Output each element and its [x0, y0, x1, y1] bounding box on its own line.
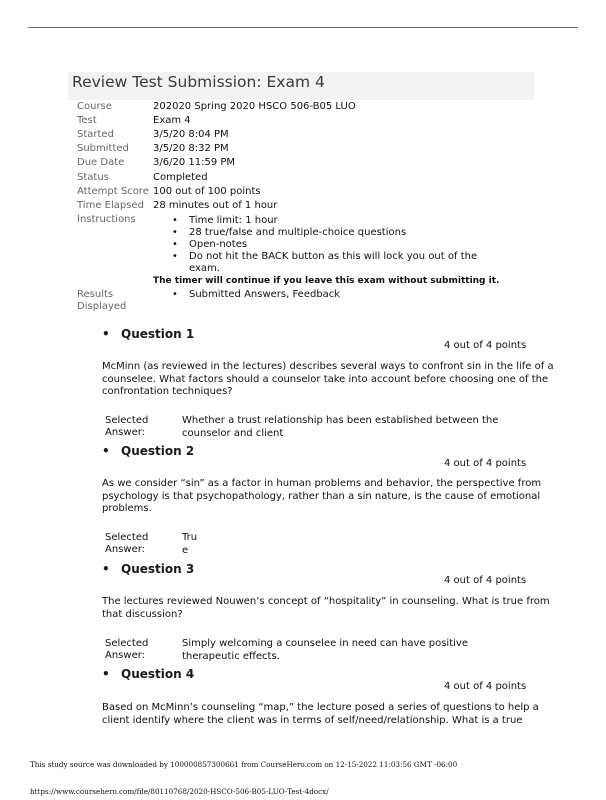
question-points: 4 out of 4 points [444, 575, 527, 586]
submitted-value: 3/5/20 8:32 PM [153, 143, 229, 154]
selected-label-line: Selected [105, 638, 149, 649]
instruction-text: Open-notes [189, 239, 248, 250]
due-date-label: Due Date [77, 157, 125, 168]
course-label: Course [77, 101, 112, 112]
question-title: Question 4 [121, 667, 195, 681]
selected-label-line: Selected [105, 415, 149, 426]
bullet-icon: • [172, 239, 178, 250]
selected-answer: Simply welcoming a counselee in need can have positive therapeutic effects. [182, 638, 468, 662]
time-elapsed-value: 28 minutes out of 1 hour [153, 200, 278, 211]
test-value: Exam 4 [153, 115, 191, 126]
question-title: Question 1 [121, 327, 195, 341]
question-text: Based on McMinn’s counseling “map,” the lecture posed a series of questions to help a client identify where the client was in terms of self/need/relationship. What is a true [102, 702, 539, 726]
selected-answer-line: e [182, 544, 189, 556]
question-title: Question 3 [121, 562, 195, 576]
title-bar [68, 72, 534, 100]
question-points: 4 out of 4 points [444, 340, 527, 351]
selected-answer-label [105, 638, 165, 662]
time-elapsed-label: Time Elapsed [77, 200, 144, 211]
selected-label-line: Answer: [105, 427, 146, 438]
selected-answer-label [105, 532, 165, 556]
results-label: Results [77, 289, 114, 300]
page-title: Review Test Submission: Exam 4 [72, 73, 325, 91]
instruction-text: Time limit: 1 hour [189, 215, 278, 226]
instructions-label: Instructions [77, 214, 136, 225]
bullet-icon: • [102, 327, 110, 341]
due-date-value: 3/6/20 11:59 PM [153, 157, 236, 168]
bullet-icon: • [102, 667, 110, 681]
instruction-text: Do not hit the BACK button as this will lock you out of the exam. [189, 251, 478, 274]
instruction-text: 28 true/false and multiple-choice questions [189, 227, 407, 238]
top-divider [28, 27, 578, 28]
bullet-icon: • [172, 215, 178, 226]
selected-label-line: Selected [105, 532, 149, 543]
bullet-icon: • [172, 251, 178, 262]
selected-label-line: Answer: [105, 544, 146, 555]
results-label-2: Displayed [77, 301, 127, 312]
question-text: The lectures reviewed Nouwen’s concept of “hospitality” in counseling. What is true from that discussion? [102, 596, 550, 620]
bullet-icon: • [102, 444, 110, 458]
bullet-icon: • [102, 562, 110, 576]
question-text: McMinn (as reviewed in the lectures) describes several ways to confront sin in the life of a counselee. What factors should a counselor take into account before choosing one of the confrontation techniques? [102, 361, 554, 397]
question-title: Question 2 [121, 444, 195, 458]
results-value: Submitted Answers, Feedback [189, 289, 341, 300]
course-value: 202020 Spring 2020 HSCO 506-B05 LUO [153, 101, 356, 112]
timer-note: The timer will continue if you leave this exam without submitting it. [153, 276, 500, 286]
selected-answer-line: Tru [182, 532, 198, 543]
attempt-score-value: 100 out of 100 points [153, 186, 261, 197]
started-label: Started [77, 129, 114, 140]
status-label: Status [77, 172, 109, 183]
status-value: Completed [153, 172, 208, 183]
question-points: 4 out of 4 points [444, 681, 527, 692]
question-text: As we consider “sin” as a factor in human problems and behavior, the perspective from psychology is that psychopathology, rather than a sin nature, is the cause of emotional problems. [102, 478, 542, 514]
submitted-label: Submitted [77, 143, 129, 154]
selected-answer: Whether a trust relationship has been established between the counselor and client [182, 415, 499, 439]
attempt-score-label: Attempt Score [77, 186, 149, 197]
source-url[interactable]: https://www.coursehero.com/file/80110768/2020-HSCO-506-B05-LUO-Test-4docx/ [30, 787, 329, 796]
question-points: 4 out of 4 points [444, 458, 527, 469]
selected-answer-label [105, 415, 165, 439]
test-label: Test [77, 115, 97, 126]
selected-answer [182, 532, 197, 557]
bullet-icon: • [172, 289, 178, 300]
selected-label-line: Answer: [105, 650, 146, 661]
started-value: 3/5/20 8:04 PM [153, 129, 229, 140]
bullet-icon: • [172, 227, 178, 238]
download-notice: This study source was downloaded by 100000857300661 from CourseHero.com on 12-15-2022 11:03:56 GMT -06:00 [30, 760, 458, 769]
